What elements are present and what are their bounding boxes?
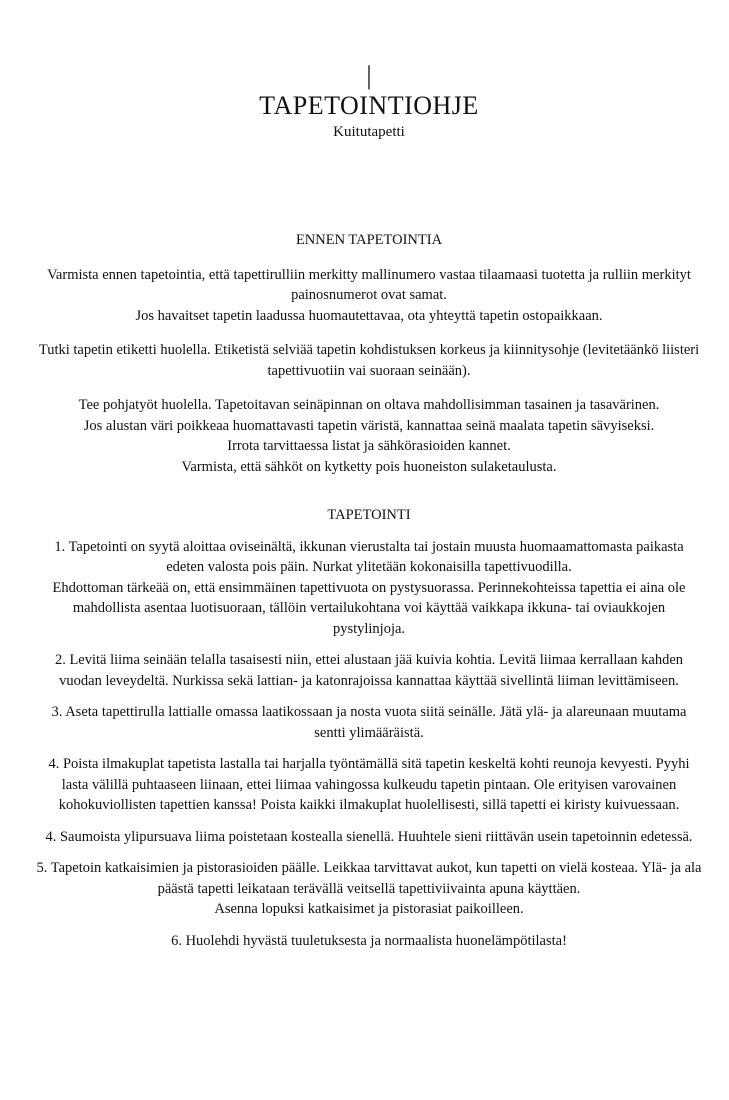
text-line: 3. Aseta tapettirulla lattialle omassa laatikossaan ja nosta vuota siitä seinälle. Jätä ylä- ja alareunaan muutama sentti ylimääräistä. (51, 704, 687, 741)
text-line: Tutki tapetin etiketti huolella. Etiketistä selviää tapetin kohdistuksen korkeus ja kiinnitysohje (levitetäänkö liisteri tapettivuotiin vai suoraan seinään). (38, 342, 700, 379)
text-line: Varmista, että sähköt on kytketty pois huoneiston sulaketaulusta. (181, 458, 557, 475)
paragraph-roll-numbers (36, 265, 702, 327)
document-page (0, 62, 729, 951)
text-line: 2. Levitä liima seinään telalla tasaisesti niin, ettei alustaan jää kuivia kohtia. Levitä liimaa kerrallaan kahden vuodan leveydeltä. Nurkissa sekä lattian- ja katonrajoissa kannattaa käyttää sivellintä liiman levittämiseen. (54, 652, 684, 689)
section-heading-before-wallpapering: ENNEN TAPETOINTIA (295, 232, 443, 248)
text-line: 4. Saumoista ylipursuava liima poistetaan kostealla sienellä. Huuhtele sieni riittävän usein tapetoinnin edetessä. (45, 828, 693, 845)
step-6 (36, 931, 702, 952)
text-line: Varmista ennen tapetointia, että tapettirulliin merkitty mallinumero vastaa tilaamaasi tuotetta ja rulliin merkityt painosnumerot ovat samat. (47, 266, 691, 303)
section-heading-wallpapering: TAPETOINTI (327, 507, 411, 523)
document-title: TAPETOINTIOHJE (259, 91, 479, 120)
text-line: 6. Huolehdi hyvästä tuuletuksesta ja normaalista huonelämpötilasta! (171, 932, 567, 949)
section-before-wallpapering (36, 230, 702, 477)
text-line: Jos havaitset tapetin laadussa huomautettavaa, ota yhteyttä tapetin ostopaikkaan. (135, 307, 603, 324)
section-wallpapering (36, 505, 702, 951)
step-5 (36, 858, 702, 920)
text-line: 4. Poista ilmakuplat tapetista lastalla tai harjalla työntämällä sitä tapetin keskeltä kohti reunoja kevyesti. Pyyhi lasta välillä puhtaaseen liinaan, ettei liimaa vahingossa kulkeudu tapetin pintaan. Ole erityisen varovainen kohokuviollisten tapettien kanssa! Poista kaikki ilmakuplat huolellisesti, sillä tapetti ei kiristy kuivuessaan. (48, 756, 690, 813)
step-1 (36, 537, 702, 640)
text-line: Ehdottoman tärkeää on, että ensimmäinen tapettivuota on pystysuorassa. Perinnekohteissa tapettia ei aina ole mahdollista asentaa luotisuoraan, tällöin vertailukohtana voi käyttää vaikkapa ikkuna- tai oviaukkojen pystylinjoja. (52, 579, 686, 637)
text-line: 1. Tapetointi on syytä aloittaa oviseinältä, ikkunan vierustalta tai jostain muusta huomaamattomasta paikasta edeten valosta pois päin. Nurkat ylitetään kokonaisilla tapettivuodilla. (54, 538, 684, 575)
text-line: 5. Tapetoin katkaisimien ja pistorasioiden päälle. Leikkaa tarvittavat aukot, kun tapetti on vielä kosteaa. Ylä- ja ala päästä tapetti leikataan terävällä veitsellä tapettiviivainta apuna käyttäen. (36, 860, 702, 897)
cursor-mark: | (366, 61, 372, 90)
paragraph-surface-preparation (36, 395, 702, 477)
step-4-air-bubbles (36, 754, 702, 816)
step-2 (36, 650, 702, 691)
text-line: Jos alustan väri poikkeaa huomattavasti tapetin väristä, kannattaa seinä maalata tapetin sävyiseksi. (83, 417, 655, 434)
paragraph-label-check (36, 340, 702, 381)
text-line: Tee pohjatyöt huolella. Tapetoitavan seinäpinnan on oltava mahdollisimman tasainen ja tasavärinen. (78, 397, 660, 413)
text-line: Irrota tarvittaessa listat ja sähkörasioiden kannet. (227, 438, 511, 454)
text-line: Asenna lopuksi katkaisimet ja pistorasiat paikoilleen. (214, 901, 524, 917)
document-subtitle: Kuitutapetti (333, 124, 405, 140)
step-4-seams (36, 827, 702, 848)
step-3 (36, 702, 702, 743)
